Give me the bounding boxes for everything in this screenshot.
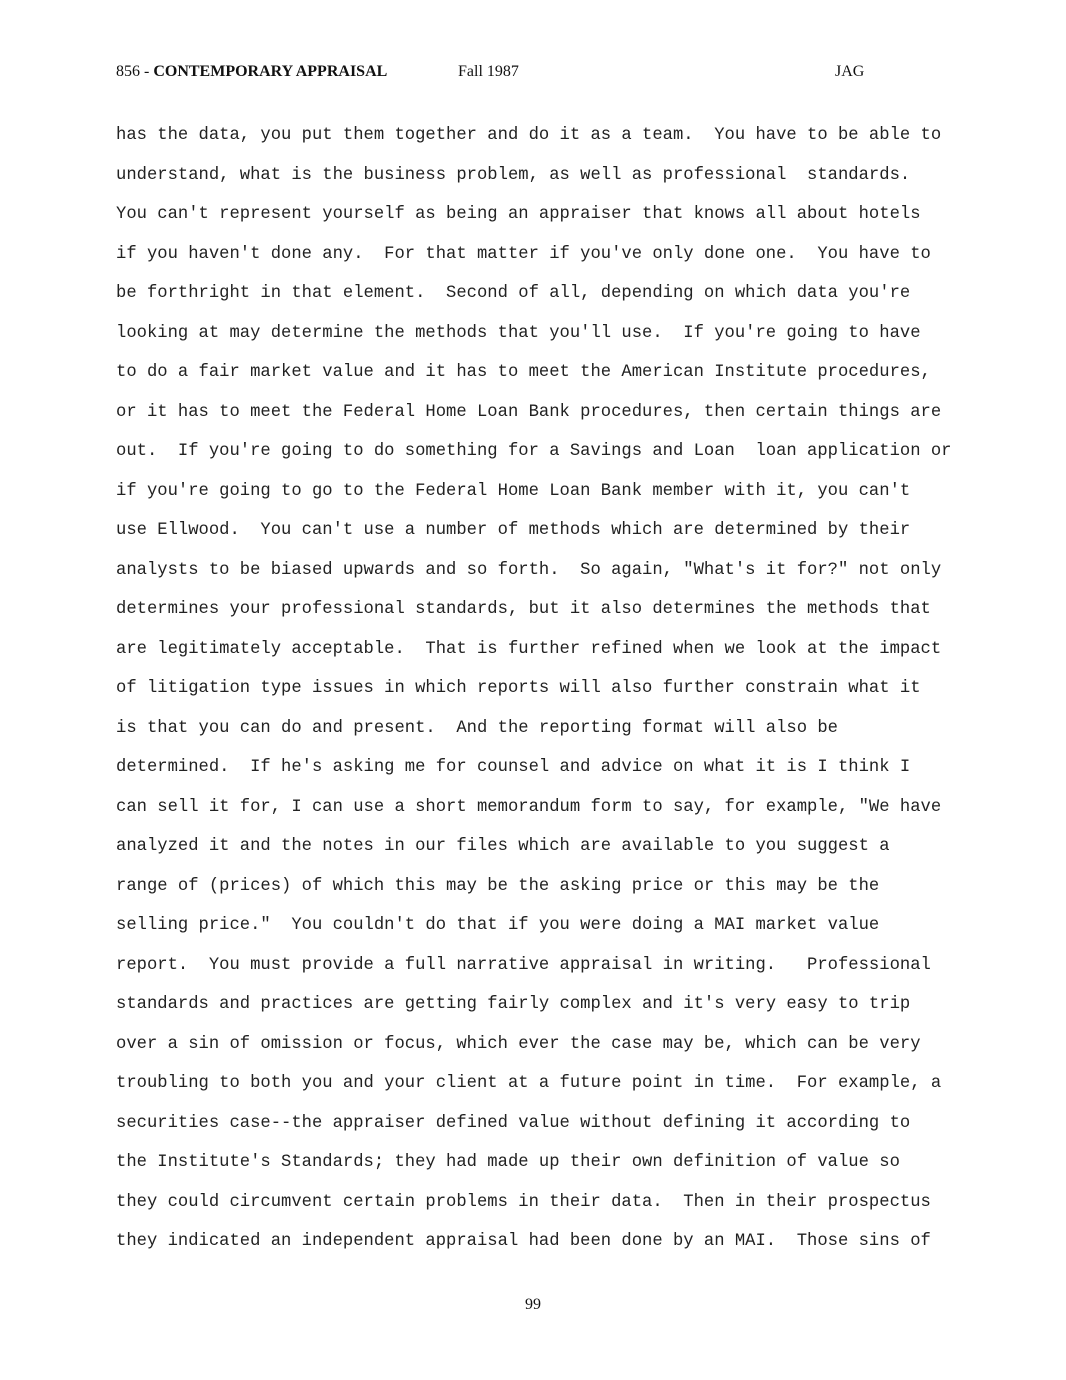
text-line: analyzed it and the notes in our files which are available to you suggest a [116, 837, 890, 856]
text-line: determines your professional standards, but it also determines the methods that [116, 600, 931, 619]
text-line: range of (prices) of which this may be the asking price or this may be the [116, 876, 880, 896]
text-line: can sell it for, I can use a short memorandum form to say, for example, "We have [116, 797, 942, 817]
text-line: use Ellwood. You can't use a number of methods which are determined by their [116, 521, 911, 540]
text-line: analysts to be biased upwards and so forth. So again, "What's it for?" not only [116, 560, 942, 580]
text-line: to do a fair market value and it has to meet the American Institute procedures, [116, 363, 931, 382]
text-line: understand, what is the business problem, as well as professional standards. [116, 165, 911, 185]
text-line: out. If you're going to do something for a Savings and Loan loan application or [116, 442, 952, 461]
course-number: 856 - [116, 63, 154, 80]
text-line: securities case--the appraiser defined value without defining it according to [116, 1113, 911, 1133]
course-title: CONTEMPORARY APPRAISAL [153, 63, 388, 80]
text-line: they indicated an independent appraisal had been done by an MAI. Those sins of [116, 1232, 931, 1251]
text-line: standards and practices are getting fairly complex and it's very easy to trip [116, 995, 911, 1014]
text-line: over a sin of omission or focus, which ever the case may be, which can be very [116, 1034, 921, 1054]
page-header [116, 63, 876, 85]
text-line: looking at may determine the methods that you'll use. If you're going to have [116, 323, 921, 343]
text-line: are legitimately acceptable. That is further refined when we look at the impact [116, 639, 942, 659]
course-heading [116, 63, 387, 81]
text-line: the Institute's Standards; they had made up their own definition of value so [116, 1153, 900, 1172]
text-line: is that you can do and present. And the reporting format will also be [116, 718, 838, 738]
text-line: has the data, you put them together and do it as a team. You have to be able to [116, 126, 942, 145]
text-line: report. You must provide a full narrative appraisal in writing. Professional [116, 955, 931, 975]
text-line: they could circumvent certain problems in their data. Then in their prospectus [116, 1192, 931, 1212]
text-line: if you're going to go to the Federal Home Loan Bank member with it, you can't [116, 481, 911, 501]
author-initials: JAG [835, 63, 865, 80]
text-line: be forthright in that element. Second of all, depending on which data you're [116, 284, 911, 303]
page-number: 99 [525, 1296, 541, 1313]
text-line: selling price." You couldn't do that if you were doing a MAI market value [116, 916, 880, 935]
text-line: determined. If he's asking me for counsel and advice on what it is I think I [116, 758, 911, 777]
text-line: You can't represent yourself as being an appraiser that knows all about hotels [116, 205, 921, 224]
term-label: Fall 1987 [458, 63, 519, 80]
text-line: troubling to both you and your client at a future point in time. For example, a [116, 1074, 942, 1093]
transcript-body [116, 124, 976, 1270]
text-line: or it has to meet the Federal Home Loan Bank procedures, then certain things are [116, 402, 942, 422]
text-line: of litigation type issues in which reports will also further constrain what it [116, 679, 921, 698]
text-line: if you haven't done any. For that matter if you've only done one. You have to [116, 244, 931, 264]
